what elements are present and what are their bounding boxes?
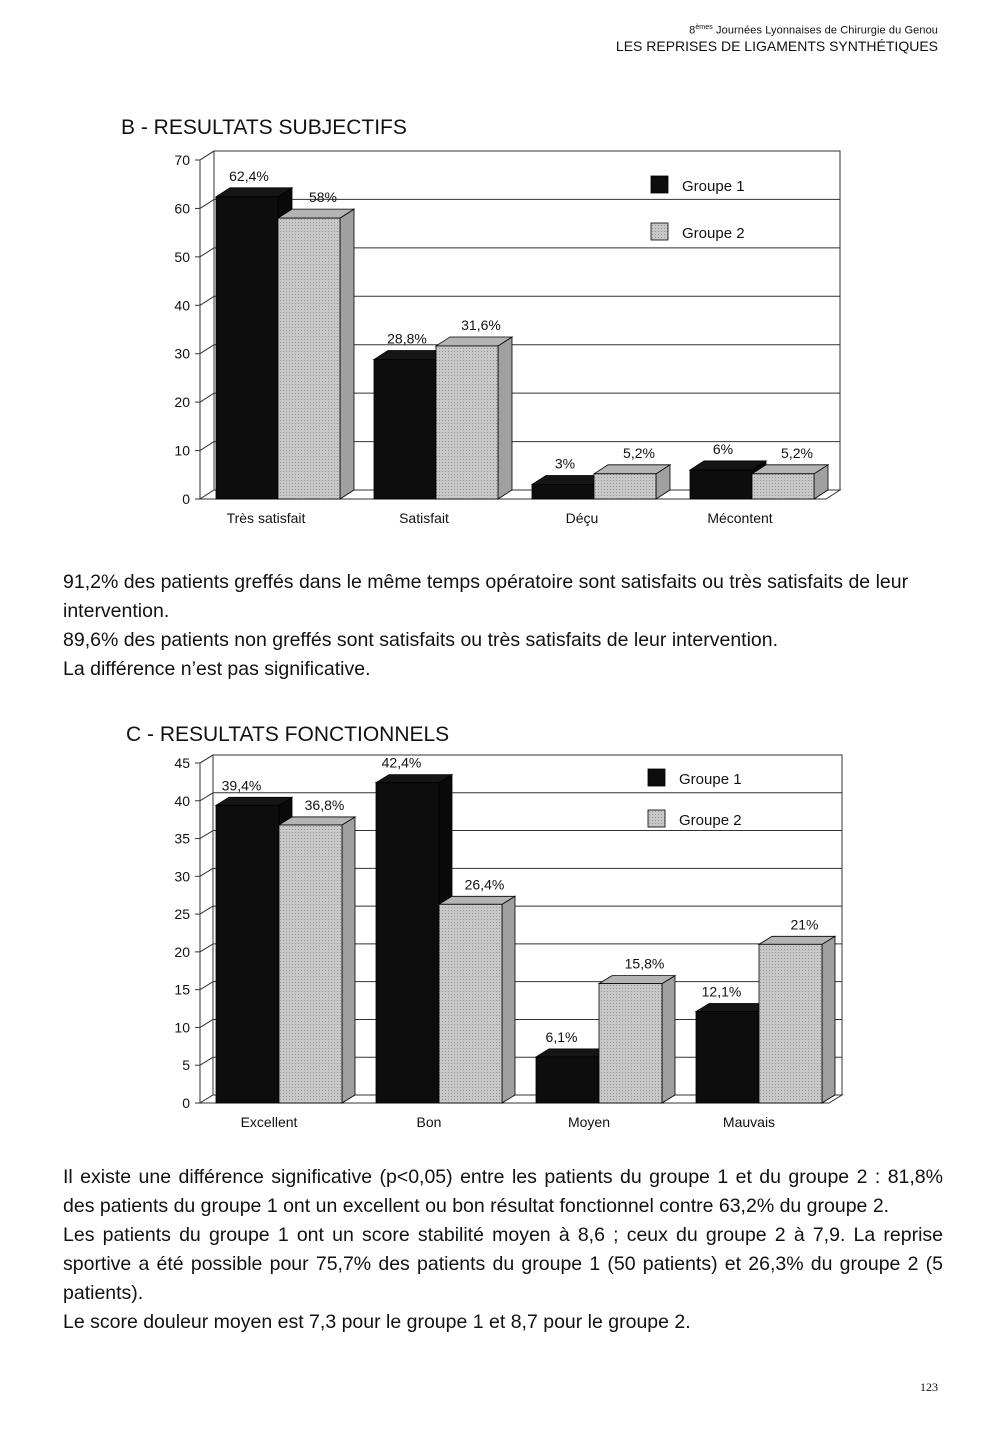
bar bbox=[752, 465, 828, 499]
bar bbox=[594, 465, 670, 499]
data-label: 5,2% bbox=[781, 444, 813, 461]
x-tick-label: Mécontent bbox=[707, 510, 773, 526]
bar-side bbox=[342, 817, 355, 1103]
y-tick-label: 10 bbox=[174, 442, 190, 459]
header-ordinal-suffix: èmes bbox=[695, 24, 713, 31]
data-label: 36,8% bbox=[304, 796, 345, 813]
bar-front bbox=[536, 1057, 599, 1103]
x-tick-label: Très satisfait bbox=[226, 510, 306, 526]
data-label: 3% bbox=[554, 455, 576, 472]
data-label: 62,4% bbox=[229, 167, 269, 184]
y-tick-label: 15 bbox=[174, 981, 190, 998]
y-tick-label: 25 bbox=[174, 906, 190, 923]
y-tick-label: 50 bbox=[174, 248, 190, 265]
bar-front bbox=[752, 474, 814, 499]
data-label: 26,4% bbox=[464, 876, 505, 893]
y-tick-label: 30 bbox=[174, 345, 190, 362]
bar-top bbox=[216, 188, 292, 197]
bar-front bbox=[216, 805, 279, 1103]
y-tick-label: 10 bbox=[174, 1019, 190, 1036]
y-tick-label: 45 bbox=[174, 755, 190, 771]
chart-side-wall bbox=[200, 151, 214, 499]
bar-front bbox=[532, 484, 594, 499]
y-tick-label: 70 bbox=[174, 152, 190, 168]
bar-front bbox=[436, 346, 498, 499]
data-label: 31,6% bbox=[461, 316, 501, 333]
bar-top bbox=[594, 465, 670, 474]
section-c-text bbox=[63, 1163, 943, 1337]
bar-top bbox=[436, 337, 512, 346]
data-label: 39,4% bbox=[221, 777, 262, 794]
bar-front bbox=[759, 944, 822, 1103]
header-ordinal: 8 bbox=[689, 24, 696, 37]
bar-front bbox=[439, 904, 502, 1103]
bar-front bbox=[594, 474, 656, 499]
y-tick-label: 20 bbox=[174, 943, 190, 960]
data-label: 15,8% bbox=[624, 955, 665, 972]
y-tick-label: 5 bbox=[182, 1057, 190, 1074]
bar-top bbox=[439, 896, 515, 904]
x-tick-label: Mauvais bbox=[722, 1114, 776, 1130]
section-c-paragraph: Il existe une différence significative (p<0,05) entre les patients du groupe 1 et du groupe 2 : 81,8% des patients du groupe 1 ont un excellent ou bon résultat fonctionnel contre 63,2% du groupe 2. bbox=[63, 1166, 943, 1217]
section-c-title: C - RESULTATS FONCTIONNELS bbox=[126, 723, 450, 746]
header-topic: LES REPRISES DE LIGAMENTS SYNTHÉTIQUES bbox=[615, 37, 938, 54]
section-c-paragraph: Les patients du groupe 1 ont un score stabilité moyen à 8,6 ; ceux du groupe 2 à 7,9. La reprise sportive a été possible pour 75,7% des patients du groupe 1 (50 patients) et 26,3% du groupe 2 (5 patients). bbox=[63, 1224, 943, 1304]
y-tick-label: 40 bbox=[174, 792, 190, 809]
bar bbox=[759, 936, 835, 1103]
bar bbox=[436, 337, 512, 499]
data-label: 12,1% bbox=[701, 983, 742, 1000]
bar-front bbox=[376, 783, 439, 1103]
data-label: 6% bbox=[712, 440, 734, 457]
x-tick-label: Excellent bbox=[240, 1114, 298, 1130]
data-label: 42,4% bbox=[381, 754, 422, 771]
bar-top bbox=[216, 797, 292, 805]
bar bbox=[278, 209, 354, 499]
legend-label: Groupe 1 bbox=[679, 771, 742, 788]
bar-side bbox=[502, 896, 515, 1103]
bar-front bbox=[599, 984, 662, 1103]
y-tick-label: 0 bbox=[182, 1095, 190, 1111]
legend-swatch bbox=[648, 769, 665, 786]
y-tick-label: 40 bbox=[174, 297, 190, 314]
bar-side bbox=[822, 936, 835, 1103]
bar bbox=[439, 896, 515, 1103]
x-tick-label: Bon bbox=[416, 1114, 442, 1130]
bar-front bbox=[696, 1012, 759, 1103]
bar-top bbox=[759, 936, 835, 944]
section-b-paragraph: 89,6% des patients non greffés sont satisfaits ou très satisfaits de leur intervention. bbox=[63, 629, 779, 651]
section-b-text bbox=[63, 568, 943, 684]
section-c-paragraph: Le score douleur moyen est 7,3 pour le groupe 1 et 8,7 pour le groupe 2. bbox=[63, 1311, 691, 1333]
chart-subjective-results bbox=[0, 140, 1000, 560]
legend-swatch bbox=[651, 176, 668, 193]
section-b-paragraph: 91,2% des patients greffés dans le même temps opératoire sont satisfaits ou très satisfaits de leur intervention. bbox=[63, 571, 909, 622]
bar-front bbox=[374, 360, 436, 499]
section-b-paragraph: La différence n’est pas significative. bbox=[63, 658, 371, 680]
bar-top bbox=[690, 461, 766, 470]
bar-top bbox=[599, 976, 675, 984]
bar bbox=[279, 817, 355, 1103]
x-tick-label: Moyen bbox=[567, 1114, 611, 1130]
data-label: 21% bbox=[790, 916, 819, 933]
y-tick-label: 0 bbox=[182, 491, 190, 507]
bar-front bbox=[278, 218, 340, 499]
x-tick-label: Déçu bbox=[565, 510, 599, 526]
bar-front bbox=[216, 197, 278, 499]
section-b-title: B - RESULTATS SUBJECTIFS bbox=[121, 116, 407, 139]
bar-side bbox=[498, 337, 512, 499]
y-tick-label: 20 bbox=[174, 394, 190, 411]
bar-front bbox=[690, 470, 752, 499]
bar-top bbox=[279, 817, 355, 825]
data-label: 6,1% bbox=[545, 1028, 578, 1045]
header-conference bbox=[616, 24, 938, 37]
legend-swatch bbox=[648, 810, 665, 827]
data-label: 5,2% bbox=[623, 444, 655, 461]
legend-label: Groupe 2 bbox=[679, 812, 742, 829]
running-header bbox=[616, 24, 938, 54]
chart-side-wall bbox=[200, 755, 213, 1103]
legend-swatch bbox=[651, 223, 668, 240]
bar-top bbox=[278, 209, 354, 218]
page-number: 123 bbox=[920, 1380, 938, 1394]
header-conference-name: Journées Lyonnaises de Chirurgie du Genou bbox=[712, 24, 938, 37]
chart-functional-results bbox=[0, 750, 1000, 1150]
y-tick-label: 30 bbox=[174, 868, 190, 885]
y-tick-label: 60 bbox=[174, 200, 190, 217]
bar-front bbox=[279, 825, 342, 1103]
bar-side bbox=[340, 209, 354, 499]
legend-label: Groupe 2 bbox=[682, 225, 745, 242]
x-tick-label: Satisfait bbox=[399, 510, 449, 526]
data-label: 28,8% bbox=[387, 330, 427, 347]
bar bbox=[599, 976, 675, 1103]
legend-label: Groupe 1 bbox=[682, 178, 745, 195]
data-label: 58% bbox=[308, 189, 338, 206]
y-tick-label: 35 bbox=[174, 830, 190, 847]
bar-side bbox=[662, 976, 675, 1103]
bar-top bbox=[376, 775, 452, 783]
bar-top bbox=[752, 465, 828, 474]
